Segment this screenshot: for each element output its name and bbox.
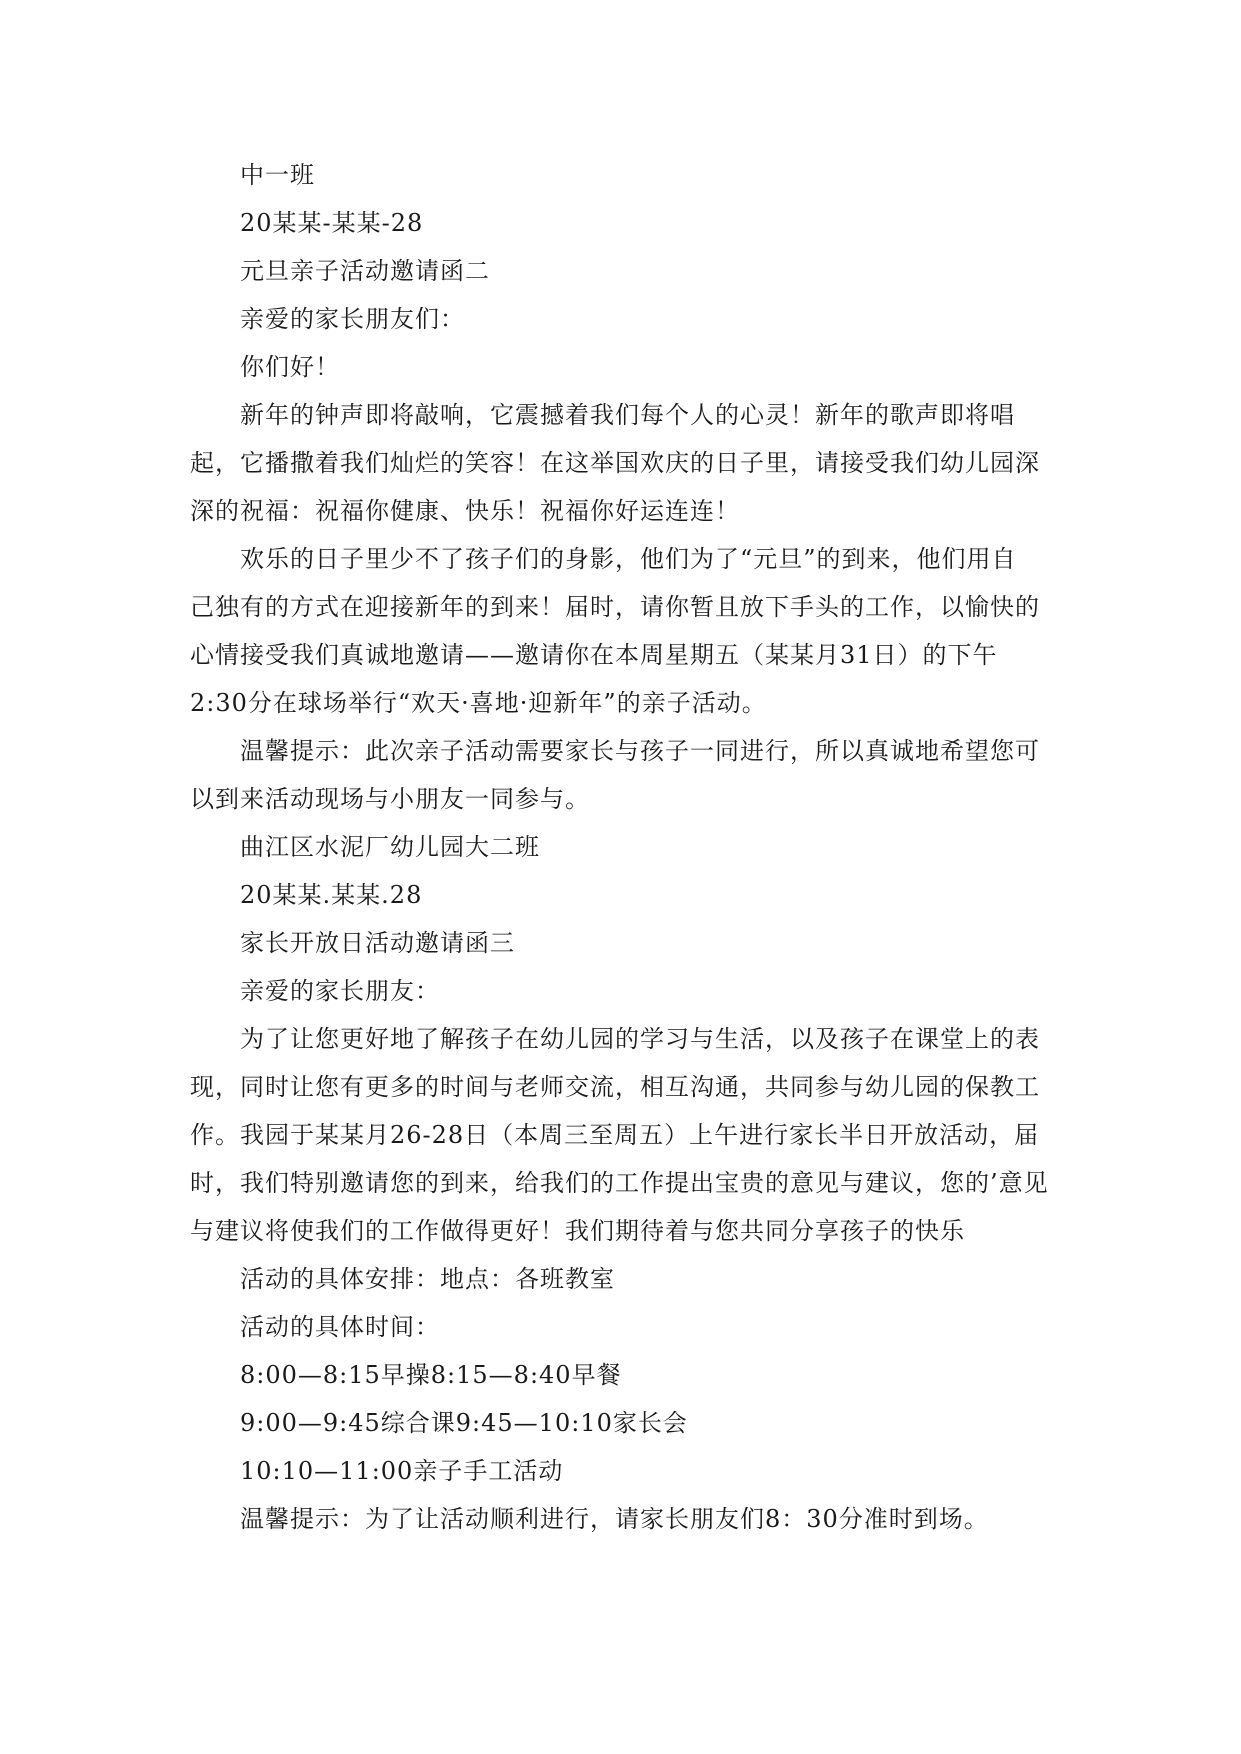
- paragraph-line: 时，我们特别邀请您的到来，给我们的工作提出宝贵的意见与建议，您的’意见: [190, 1169, 1049, 1197]
- paragraph-line: 起，它播撒着我们灿烂的笑容！在这举国欢庆的日子里，请接受我们幼儿园深: [190, 449, 1040, 477]
- reminder-line: 温馨提示：为了让活动顺利进行，请家长朋友们8：30分准时到场。: [240, 1505, 989, 1533]
- schedule-item: 10:10—11:00亲子手工活动: [240, 1457, 564, 1485]
- signature-line: 曲江区水泥厂幼儿园大二班: [240, 833, 540, 861]
- paragraph-line: 心情接受我们真诚地邀请——邀请你在本周星期五（某某月31日）的下午: [190, 641, 998, 669]
- invitation-title: 家长开放日活动邀请函三: [240, 929, 515, 957]
- date-line: 20某某-某某-28: [240, 209, 424, 237]
- paragraph-line: 欢乐的日子里少不了孩子们的身影，他们为了“元旦”的到来，他们用自: [240, 545, 1017, 573]
- paragraph-line: 为了让您更好地了解孩子在幼儿园的学习与生活，以及孩子在课堂上的表: [240, 1025, 1040, 1053]
- schedule-item: 8:00—8:15早操8:15—8:40早餐: [240, 1361, 622, 1389]
- paragraph-line: 己独有的方式在迎接新年的到来！届时，请你暂且放下手头的工作，以愉快的: [190, 593, 1040, 621]
- class-name-line: 中一班: [240, 161, 315, 189]
- salutation: 亲爱的家长朋友：: [240, 977, 440, 1005]
- paragraph-line: 作。我园于某某月26-28日（本周三至周五）上午进行家长半日开放活动，届: [190, 1121, 1040, 1149]
- paragraph-line: 温馨提示：此次亲子活动需要家长与孩子一同进行，所以真诚地希望您可: [240, 737, 1040, 765]
- paragraph-line: 现，同时让您有更多的时间与老师交流，相互沟通，共同参与幼儿园的保教工: [190, 1073, 1040, 1101]
- schedule-heading: 活动的具体时间：: [240, 1313, 440, 1341]
- schedule-item: 9:00—9:45综合课9:45—10:10家长会: [240, 1409, 688, 1437]
- paragraph-line: 以到来活动现场与小朋友一同参与。: [190, 785, 590, 813]
- date-line: 20某某.某某.28: [240, 881, 423, 909]
- paragraph-line: 2:30分在球场举行“欢天·喜地·迎新年”的亲子活动。: [190, 689, 767, 717]
- salutation: 亲爱的家长朋友们：: [240, 305, 465, 333]
- paragraph-line: 新年的钟声即将敲响，它震撼着我们每个人的心灵！新年的歌声即将唱: [240, 401, 1015, 429]
- paragraph-line: 与建议将使我们的工作做得更好！我们期待着与您共同分享孩子的快乐: [190, 1217, 965, 1245]
- invitation-title: 元旦亲子活动邀请函二: [240, 257, 490, 285]
- greeting: 你们好！: [240, 353, 340, 381]
- schedule-location: 活动的具体安排：地点：各班教室: [240, 1265, 615, 1293]
- paragraph-line: 深的祝福：祝福你健康、快乐！祝福你好运连连！: [190, 497, 740, 525]
